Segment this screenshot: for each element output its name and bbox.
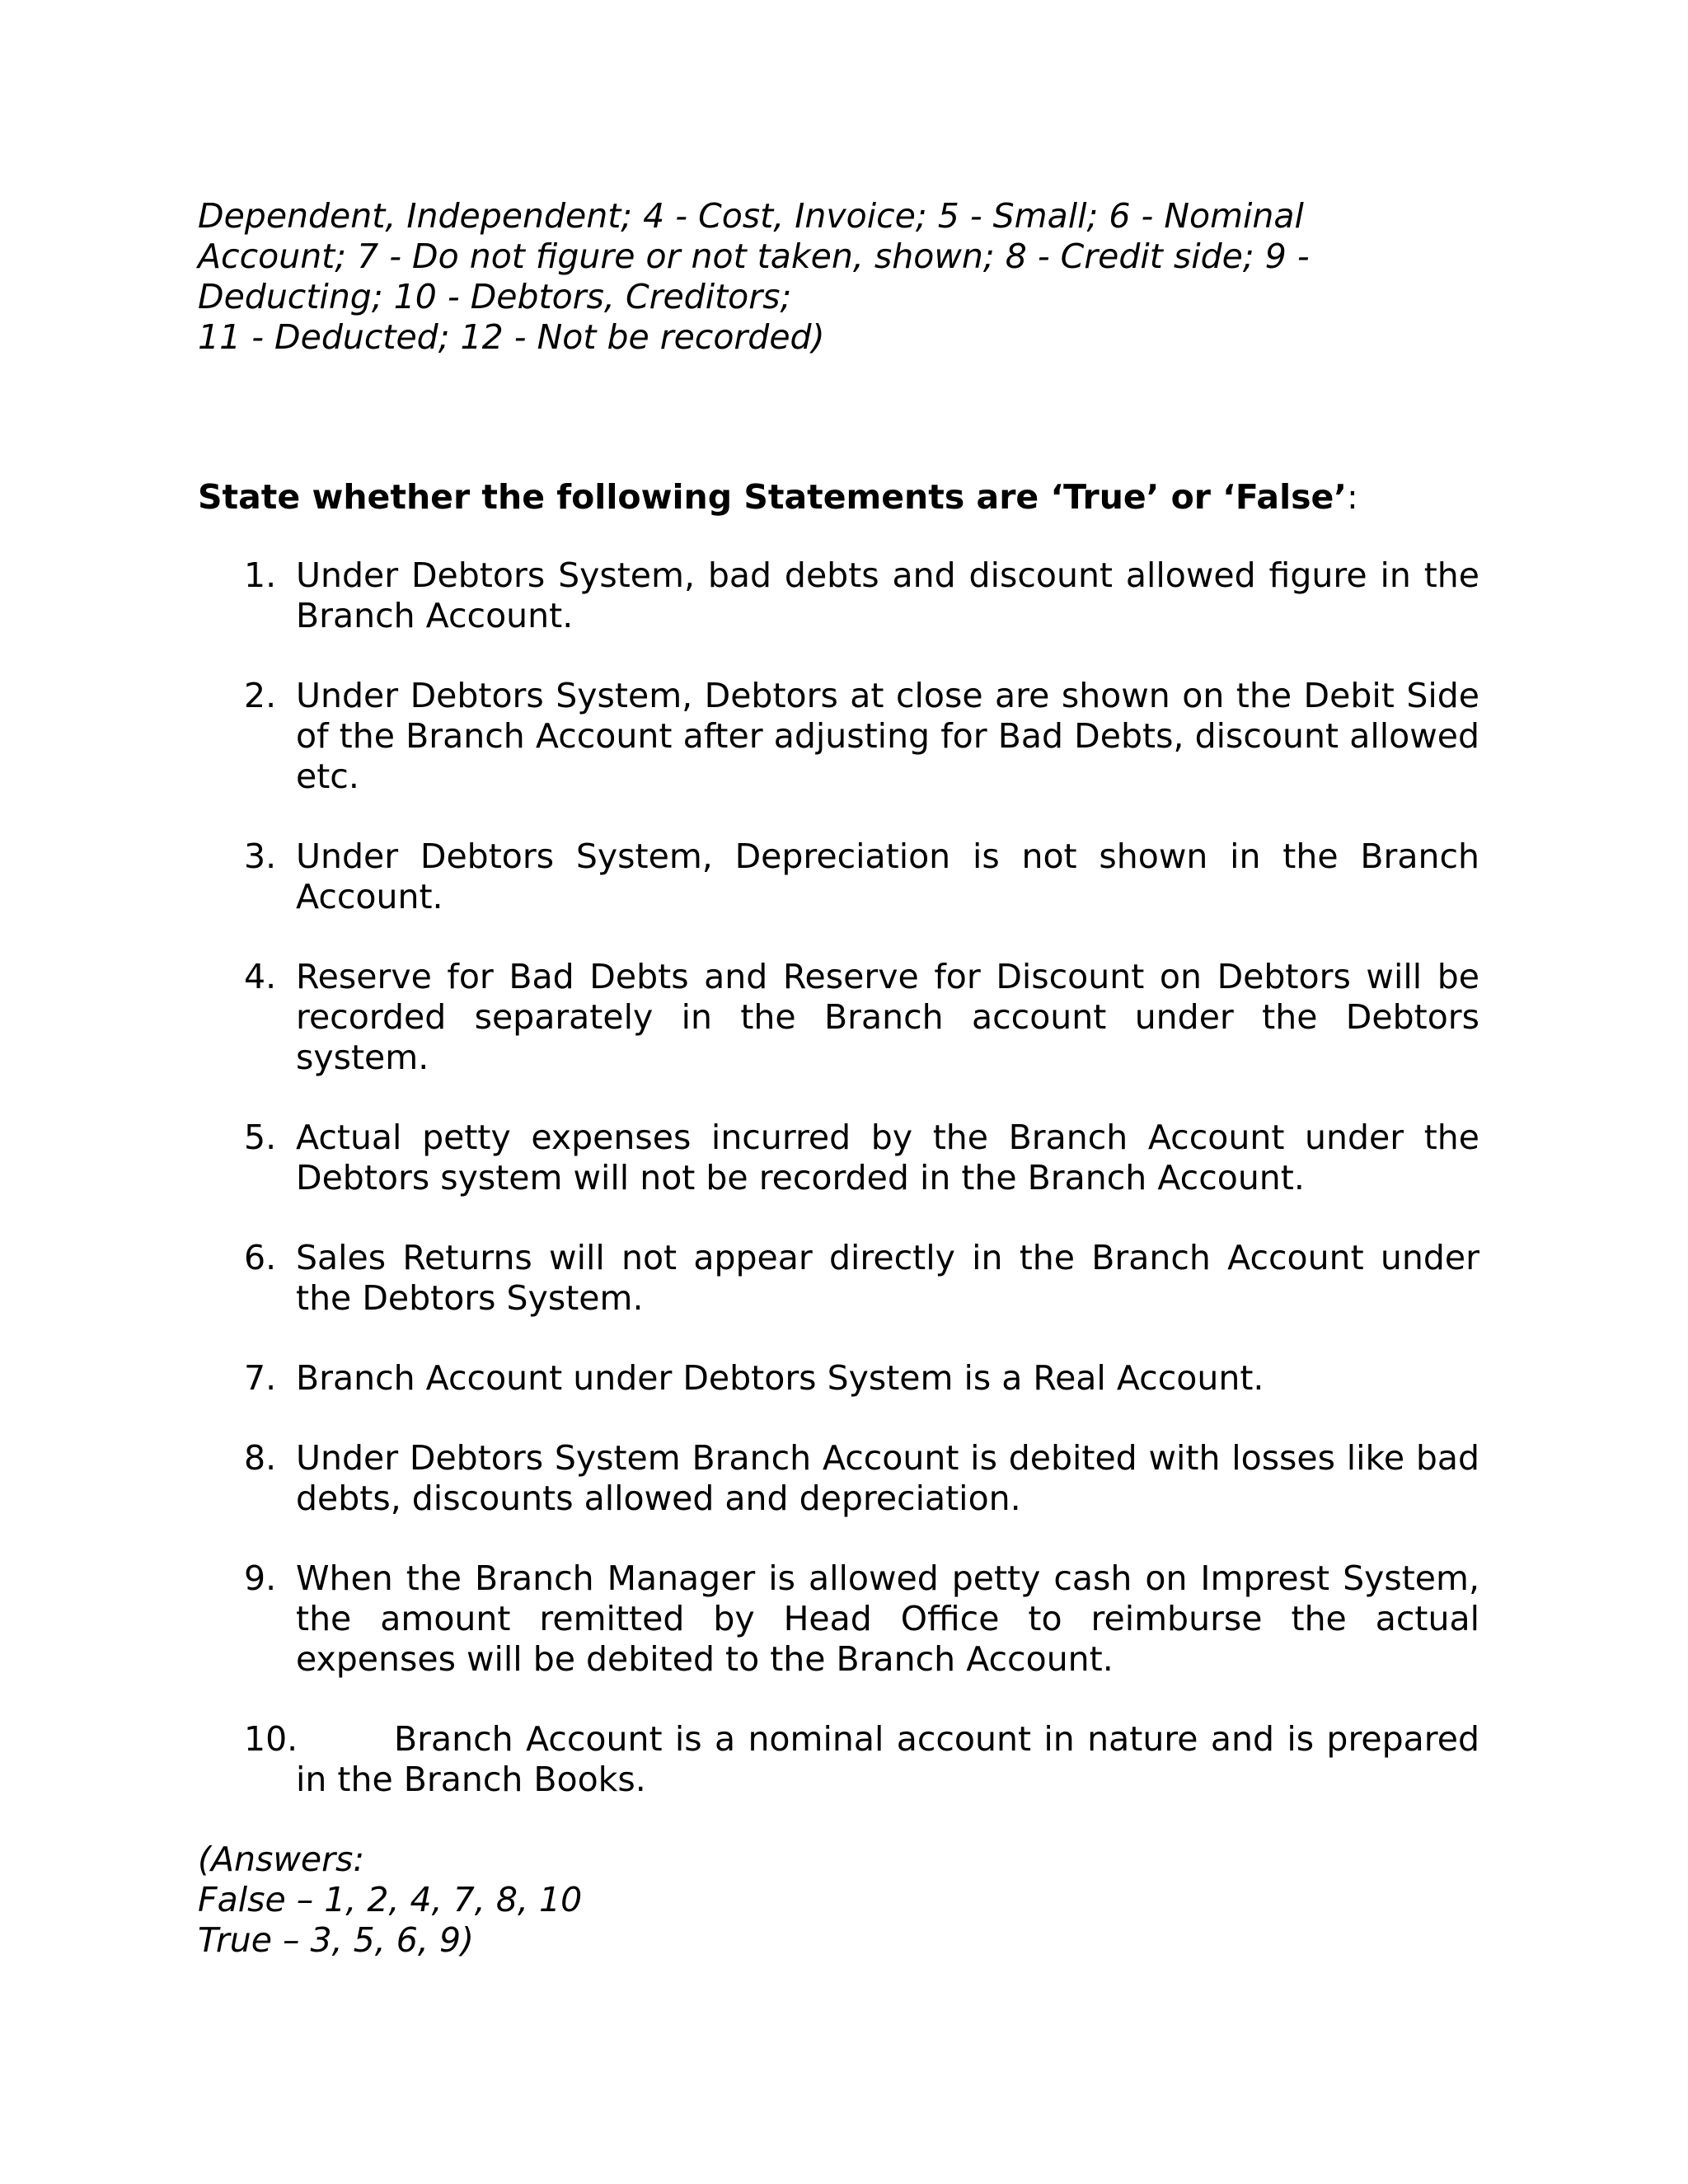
- statement-number: 4.: [244, 957, 277, 996]
- statement-item: [198, 1438, 1479, 1519]
- statement-text: Under Debtors System, Depreciation is not shown in the Branch Account.: [296, 837, 1479, 916]
- section-heading-text: State whether the following Statements are ‘True’ or ‘False’: [198, 477, 1347, 517]
- statement-text: Under Debtors System, bad debts and discount allowed figure in the Branch Account.: [296, 555, 1479, 635]
- answers-true: True – 3, 5, 6, 9): [198, 1920, 475, 1960]
- section-heading: [198, 477, 1479, 518]
- statement-item: [198, 1238, 1479, 1319]
- statement-number: 2.: [244, 676, 277, 715]
- statement-text: Sales Returns will not appear directly in the Branch Account under the Debtors System.: [296, 1238, 1479, 1318]
- statement-item: [198, 555, 1479, 636]
- statement-item: [198, 1118, 1479, 1198]
- intro-line: 11 - Deducted; 12 - Not be recorded): [198, 317, 825, 357]
- statement-text: Reserve for Bad Debts and Reserve for Discount on Debtors will be recorded separately in the Branch account under the Debtors system.: [296, 957, 1479, 1077]
- statement-item: [198, 1719, 1479, 1800]
- statement-list: [198, 555, 1479, 1800]
- statement-number: 1.: [244, 555, 277, 595]
- statement-number: 3.: [244, 837, 277, 876]
- statement-text: Under Debtors System, Debtors at close are shown on the Debit Side of the Branch Account after adjusting for Bad Debts, discount allowed etc.: [296, 676, 1479, 796]
- statement-item: [198, 1358, 1479, 1399]
- answers-block: [198, 1840, 1479, 1961]
- statement-number: 9.: [244, 1558, 277, 1598]
- statement-item: [198, 1558, 1479, 1680]
- statement-text: Actual petty expenses incurred by the Branch Account under the Debtors system will not be recorded in the Branch Account.: [296, 1118, 1479, 1197]
- intro-line: Deducting; 10 - Debtors, Creditors;: [198, 277, 792, 316]
- statement-item: [198, 837, 1479, 917]
- statement-item: [198, 957, 1479, 1078]
- statement-number: 10.: [244, 1719, 298, 1759]
- statement-number: 7.: [244, 1358, 277, 1398]
- statement-number: 6.: [244, 1238, 277, 1277]
- statement-text: Under Debtors System Branch Account is debited with losses like bad debts, discounts allowed and depreciation.: [296, 1438, 1479, 1518]
- document-page: [198, 196, 1479, 1961]
- statement-text: Branch Account under Debtors System is a Real Account.: [296, 1358, 1264, 1398]
- answers-false: False – 1, 2, 4, 7, 8, 10: [198, 1880, 583, 1919]
- fill-in-blanks-answers: [198, 196, 1479, 358]
- statement-number: 8.: [244, 1438, 277, 1478]
- intro-line: Account; 7 - Do not figure or not taken, shown; 8 - Credit side; 9 -: [198, 237, 1310, 276]
- statement-text: When the Branch Manager is allowed petty cash on Imprest System, the amount remitted by Head Office to reimburse the actual expenses will be debited to the Branch Account.: [296, 1558, 1479, 1679]
- statement-text: Branch Account is a nominal account in nature and is prepared in the Branch Books.: [296, 1719, 1479, 1799]
- answers-label: (Answers:: [198, 1840, 365, 1879]
- intro-line: Dependent, Independent; 4 - Cost, Invoice; 5 - Small; 6 - Nominal: [198, 196, 1304, 236]
- statement-item: [198, 676, 1479, 797]
- section-heading-colon: :: [1346, 477, 1358, 517]
- statement-number: 5.: [244, 1118, 277, 1157]
